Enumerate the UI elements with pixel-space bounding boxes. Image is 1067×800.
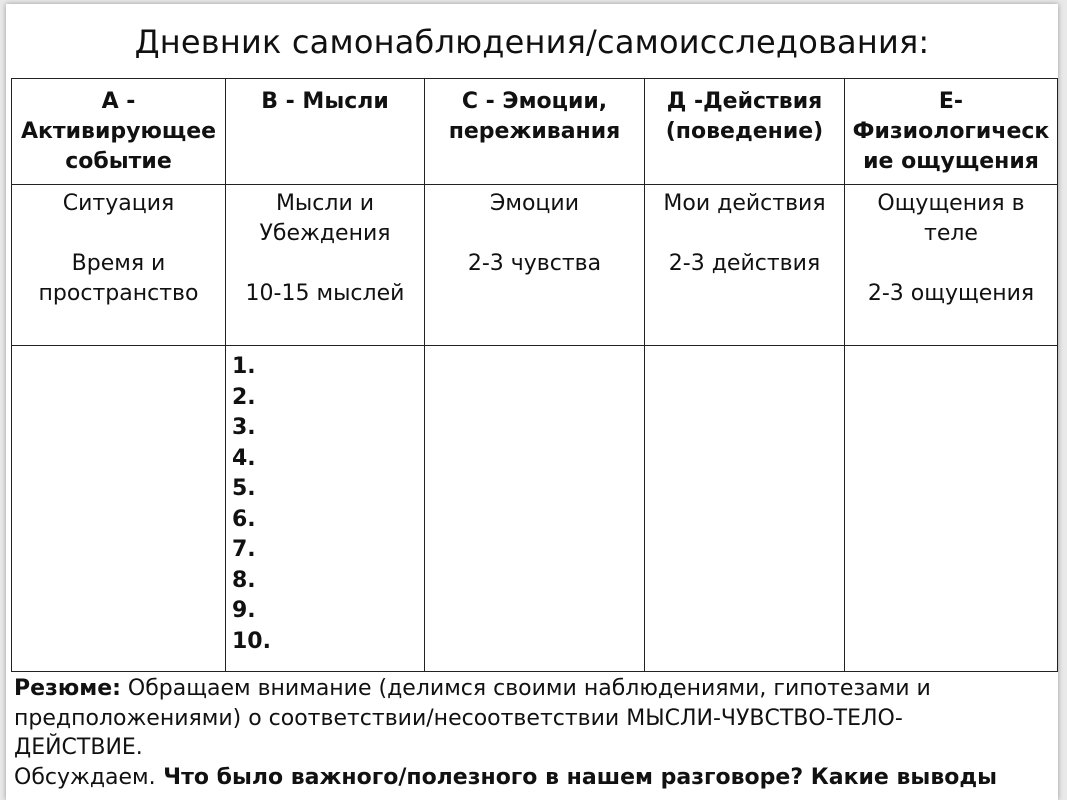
header-a-line1: А - <box>101 89 136 114</box>
header-c <box>425 79 645 185</box>
list-item: 3. <box>232 415 256 440</box>
entry-b[interactable] <box>226 346 425 672</box>
entry-a[interactable] <box>12 346 226 672</box>
header-a <box>12 79 226 185</box>
entry-e[interactable] <box>845 346 1058 672</box>
slide-page <box>6 4 1058 800</box>
header-d-line2: (поведение) <box>665 119 824 144</box>
list-item: 2. <box>232 384 256 410</box>
summary-label: Резюме: <box>14 676 121 701</box>
list-item: 5. <box>232 476 256 501</box>
summary-block <box>14 674 1014 792</box>
thoughts-list <box>232 352 422 657</box>
desc-c-line1: Эмоции <box>490 191 579 216</box>
desc-a-line1: Ситуация <box>62 191 175 216</box>
page-title: Дневник самонаблюдения/самоисследования: <box>134 22 930 61</box>
list-item: 10. <box>232 628 271 654</box>
desc-b-line1: Мысли и <box>275 191 375 216</box>
desc-a <box>12 185 226 346</box>
list-item: 6. <box>232 506 256 532</box>
diary-table <box>11 78 1058 672</box>
desc-a-line3: пространство <box>38 281 199 306</box>
header-a-line2: Активирующее <box>20 119 217 144</box>
header-c-line2: переживания <box>448 119 621 144</box>
entry-c[interactable] <box>425 346 645 672</box>
list-item: 4. <box>232 445 256 471</box>
discussion-paragraph <box>14 763 1014 793</box>
summary-text: Обращаем внимание (делимся своими наблюдениями, гипотезами и предположениями) о соответствии/несоответствии МЫСЛИ-ЧУВСТВО-ТЕЛО-ДЕЙСТВИЕ. <box>14 676 931 760</box>
entry-row <box>12 346 1058 672</box>
header-e-line2: Физиологическ <box>852 119 1050 144</box>
header-e <box>845 79 1058 185</box>
desc-e-line2: теле <box>924 221 978 246</box>
desc-e <box>845 185 1058 346</box>
desc-c-line2: 2-3 чувства <box>467 251 602 276</box>
desc-e-line3: 2-3 ощущения <box>867 281 1035 306</box>
desc-d-line2: 2-3 действия <box>668 251 821 276</box>
desc-d <box>645 185 845 346</box>
header-e-line3: ие ощущения <box>863 149 1039 174</box>
desc-b <box>226 185 425 346</box>
desc-d-line1: Мои действия <box>663 191 826 216</box>
header-b-line1: В - Мысли <box>261 89 389 114</box>
header-d <box>645 79 845 185</box>
header-b <box>226 79 425 185</box>
header-row <box>12 79 1058 185</box>
description-row <box>12 185 1058 346</box>
list-item: 1. <box>232 354 256 379</box>
list-item: 8. <box>232 567 256 593</box>
desc-e-line1: Ощущения в <box>877 191 1025 216</box>
discussion-prefix: Обсуждаем. <box>14 764 156 790</box>
summary-paragraph <box>14 674 1014 763</box>
entry-d[interactable] <box>645 346 845 672</box>
list-item: 7. <box>232 537 256 562</box>
desc-c <box>425 185 645 346</box>
desc-b-line2: Убеждения <box>259 221 391 246</box>
list-item: 9. <box>232 598 256 623</box>
discussion-question: Что было важного/полезного в нашем разговоре? Какие выводы <box>155 764 998 790</box>
header-a-line3: событие <box>65 149 172 174</box>
desc-b-line3: 10-15 мыслей <box>245 281 405 306</box>
header-c-line1: С - Эмоции, <box>461 89 608 114</box>
header-d-line1: Д -Действия <box>666 89 823 114</box>
header-e-line1: Е- <box>938 89 964 114</box>
desc-a-line2: Время и <box>71 251 166 276</box>
